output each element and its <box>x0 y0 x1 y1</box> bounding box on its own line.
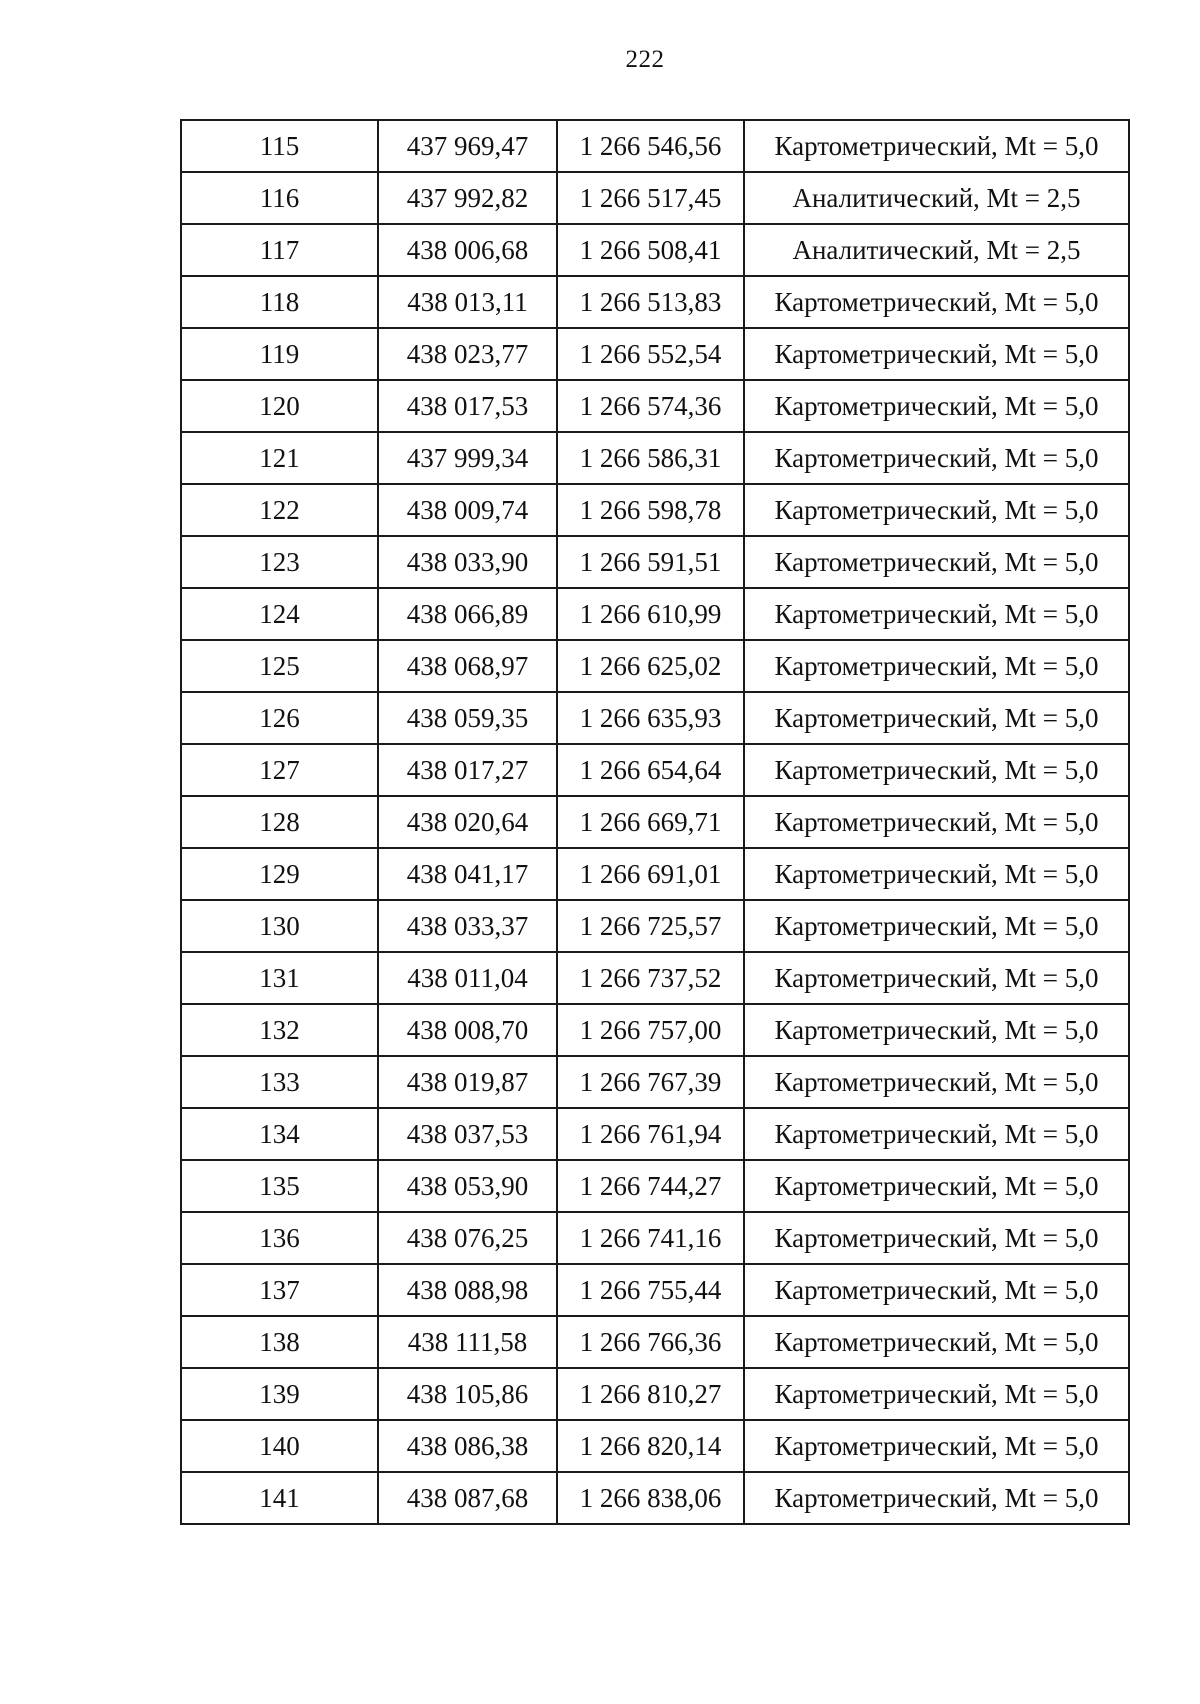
table-row <box>181 1004 1129 1056</box>
point-number-cell: 140 <box>181 1420 378 1472</box>
point-number-cell: 130 <box>181 900 378 952</box>
y-coordinate-cell: 1 266 517,45 <box>557 172 744 224</box>
table-row <box>181 1056 1129 1108</box>
y-coordinate-cell: 1 266 598,78 <box>557 484 744 536</box>
table-row <box>181 640 1129 692</box>
method-cell: Картометрический, Mt = 5,0 <box>744 640 1129 692</box>
method-cell: Картометрический, Mt = 5,0 <box>744 1108 1129 1160</box>
y-coordinate-cell: 1 266 508,41 <box>557 224 744 276</box>
method-cell: Картометрический, Mt = 5,0 <box>744 1056 1129 1108</box>
method-cell: Картометрический, Mt = 5,0 <box>744 952 1129 1004</box>
table-row <box>181 120 1129 172</box>
table-row <box>181 484 1129 536</box>
table-row <box>181 588 1129 640</box>
point-number-cell: 117 <box>181 224 378 276</box>
method-cell: Картометрический, Mt = 5,0 <box>744 536 1129 588</box>
point-number-cell: 120 <box>181 380 378 432</box>
x-coordinate-cell: 438 006,68 <box>378 224 557 276</box>
point-number-cell: 129 <box>181 848 378 900</box>
y-coordinate-cell: 1 266 766,36 <box>557 1316 744 1368</box>
table-row <box>181 1212 1129 1264</box>
page-number: 222 <box>625 46 665 73</box>
point-number-cell: 137 <box>181 1264 378 1316</box>
table-row <box>181 224 1129 276</box>
y-coordinate-cell: 1 266 513,83 <box>557 276 744 328</box>
y-coordinate-cell: 1 266 691,01 <box>557 848 744 900</box>
point-number-cell: 118 <box>181 276 378 328</box>
x-coordinate-cell: 438 013,11 <box>378 276 557 328</box>
point-number-cell: 116 <box>181 172 378 224</box>
point-number-cell: 141 <box>181 1472 378 1524</box>
point-number-cell: 115 <box>181 120 378 172</box>
y-coordinate-cell: 1 266 725,57 <box>557 900 744 952</box>
y-coordinate-cell: 1 266 669,71 <box>557 796 744 848</box>
y-coordinate-cell: 1 266 586,31 <box>557 432 744 484</box>
method-cell: Аналитический, Mt = 2,5 <box>744 224 1129 276</box>
table-row <box>181 1472 1129 1524</box>
x-coordinate-cell: 438 053,90 <box>378 1160 557 1212</box>
method-cell: Картометрический, Mt = 5,0 <box>744 1420 1129 1472</box>
method-cell: Картометрический, Mt = 5,0 <box>744 120 1129 172</box>
table-row <box>181 952 1129 1004</box>
y-coordinate-cell: 1 266 767,39 <box>557 1056 744 1108</box>
method-cell: Картометрический, Mt = 5,0 <box>744 1264 1129 1316</box>
x-coordinate-cell: 438 017,27 <box>378 744 557 796</box>
x-coordinate-cell: 437 992,82 <box>378 172 557 224</box>
method-cell: Картометрический, Mt = 5,0 <box>744 796 1129 848</box>
y-coordinate-cell: 1 266 757,00 <box>557 1004 744 1056</box>
x-coordinate-cell: 438 008,70 <box>378 1004 557 1056</box>
method-cell: Картометрический, Mt = 5,0 <box>744 484 1129 536</box>
y-coordinate-cell: 1 266 610,99 <box>557 588 744 640</box>
coordinates-table-body <box>181 120 1129 1524</box>
table-row <box>181 1264 1129 1316</box>
table-row <box>181 1368 1129 1420</box>
x-coordinate-cell: 438 023,77 <box>378 328 557 380</box>
y-coordinate-cell: 1 266 810,27 <box>557 1368 744 1420</box>
table-row <box>181 380 1129 432</box>
method-cell: Картометрический, Mt = 5,0 <box>744 1368 1129 1420</box>
y-coordinate-cell: 1 266 744,27 <box>557 1160 744 1212</box>
point-number-cell: 119 <box>181 328 378 380</box>
x-coordinate-cell: 438 011,04 <box>378 952 557 1004</box>
y-coordinate-cell: 1 266 591,51 <box>557 536 744 588</box>
point-number-cell: 131 <box>181 952 378 1004</box>
coordinates-table <box>180 119 1130 1525</box>
method-cell: Картометрический, Mt = 5,0 <box>744 900 1129 952</box>
method-cell: Картометрический, Mt = 5,0 <box>744 380 1129 432</box>
x-coordinate-cell: 438 033,90 <box>378 536 557 588</box>
point-number-cell: 125 <box>181 640 378 692</box>
x-coordinate-cell: 438 076,25 <box>378 1212 557 1264</box>
point-number-cell: 133 <box>181 1056 378 1108</box>
table-row <box>181 172 1129 224</box>
x-coordinate-cell: 438 037,53 <box>378 1108 557 1160</box>
point-number-cell: 126 <box>181 692 378 744</box>
point-number-cell: 139 <box>181 1368 378 1420</box>
x-coordinate-cell: 438 087,68 <box>378 1472 557 1524</box>
point-number-cell: 128 <box>181 796 378 848</box>
point-number-cell: 124 <box>181 588 378 640</box>
x-coordinate-cell: 438 111,58 <box>378 1316 557 1368</box>
y-coordinate-cell: 1 266 820,14 <box>557 1420 744 1472</box>
method-cell: Картометрический, Mt = 5,0 <box>744 328 1129 380</box>
point-number-cell: 138 <box>181 1316 378 1368</box>
table-row <box>181 328 1129 380</box>
point-number-cell: 132 <box>181 1004 378 1056</box>
x-coordinate-cell: 438 088,98 <box>378 1264 557 1316</box>
table-row <box>181 796 1129 848</box>
method-cell: Картометрический, Mt = 5,0 <box>744 588 1129 640</box>
point-number-cell: 121 <box>181 432 378 484</box>
y-coordinate-cell: 1 266 755,44 <box>557 1264 744 1316</box>
x-coordinate-cell: 438 059,35 <box>378 692 557 744</box>
method-cell: Картометрический, Mt = 5,0 <box>744 744 1129 796</box>
y-coordinate-cell: 1 266 635,93 <box>557 692 744 744</box>
y-coordinate-cell: 1 266 654,64 <box>557 744 744 796</box>
method-cell: Картометрический, Mt = 5,0 <box>744 848 1129 900</box>
table-row <box>181 692 1129 744</box>
table-row <box>181 1420 1129 1472</box>
table-row <box>181 1108 1129 1160</box>
table-row <box>181 848 1129 900</box>
method-cell: Аналитический, Mt = 2,5 <box>744 172 1129 224</box>
table-row <box>181 1160 1129 1212</box>
x-coordinate-cell: 438 017,53 <box>378 380 557 432</box>
y-coordinate-cell: 1 266 574,36 <box>557 380 744 432</box>
x-coordinate-cell: 438 033,37 <box>378 900 557 952</box>
point-number-cell: 127 <box>181 744 378 796</box>
method-cell: Картометрический, Mt = 5,0 <box>744 1212 1129 1264</box>
y-coordinate-cell: 1 266 761,94 <box>557 1108 744 1160</box>
method-cell: Картометрический, Mt = 5,0 <box>744 276 1129 328</box>
table-row <box>181 1316 1129 1368</box>
x-coordinate-cell: 438 020,64 <box>378 796 557 848</box>
point-number-cell: 135 <box>181 1160 378 1212</box>
table-row <box>181 536 1129 588</box>
y-coordinate-cell: 1 266 838,06 <box>557 1472 744 1524</box>
y-coordinate-cell: 1 266 552,54 <box>557 328 744 380</box>
x-coordinate-cell: 438 105,86 <box>378 1368 557 1420</box>
y-coordinate-cell: 1 266 546,56 <box>557 120 744 172</box>
method-cell: Картометрический, Mt = 5,0 <box>744 1316 1129 1368</box>
method-cell: Картометрический, Mt = 5,0 <box>744 1160 1129 1212</box>
table-row <box>181 432 1129 484</box>
x-coordinate-cell: 438 041,17 <box>378 848 557 900</box>
x-coordinate-cell: 438 066,89 <box>378 588 557 640</box>
table-row <box>181 900 1129 952</box>
point-number-cell: 136 <box>181 1212 378 1264</box>
x-coordinate-cell: 438 009,74 <box>378 484 557 536</box>
x-coordinate-cell: 438 086,38 <box>378 1420 557 1472</box>
y-coordinate-cell: 1 266 741,16 <box>557 1212 744 1264</box>
point-number-cell: 123 <box>181 536 378 588</box>
point-number-cell: 122 <box>181 484 378 536</box>
method-cell: Картометрический, Mt = 5,0 <box>744 432 1129 484</box>
point-number-cell: 134 <box>181 1108 378 1160</box>
x-coordinate-cell: 437 969,47 <box>378 120 557 172</box>
table-row <box>181 744 1129 796</box>
method-cell: Картометрический, Mt = 5,0 <box>744 692 1129 744</box>
method-cell: Картометрический, Mt = 5,0 <box>744 1004 1129 1056</box>
y-coordinate-cell: 1 266 737,52 <box>557 952 744 1004</box>
y-coordinate-cell: 1 266 625,02 <box>557 640 744 692</box>
table-row <box>181 276 1129 328</box>
x-coordinate-cell: 437 999,34 <box>378 432 557 484</box>
x-coordinate-cell: 438 068,97 <box>378 640 557 692</box>
method-cell: Картометрический, Mt = 5,0 <box>744 1472 1129 1524</box>
x-coordinate-cell: 438 019,87 <box>378 1056 557 1108</box>
